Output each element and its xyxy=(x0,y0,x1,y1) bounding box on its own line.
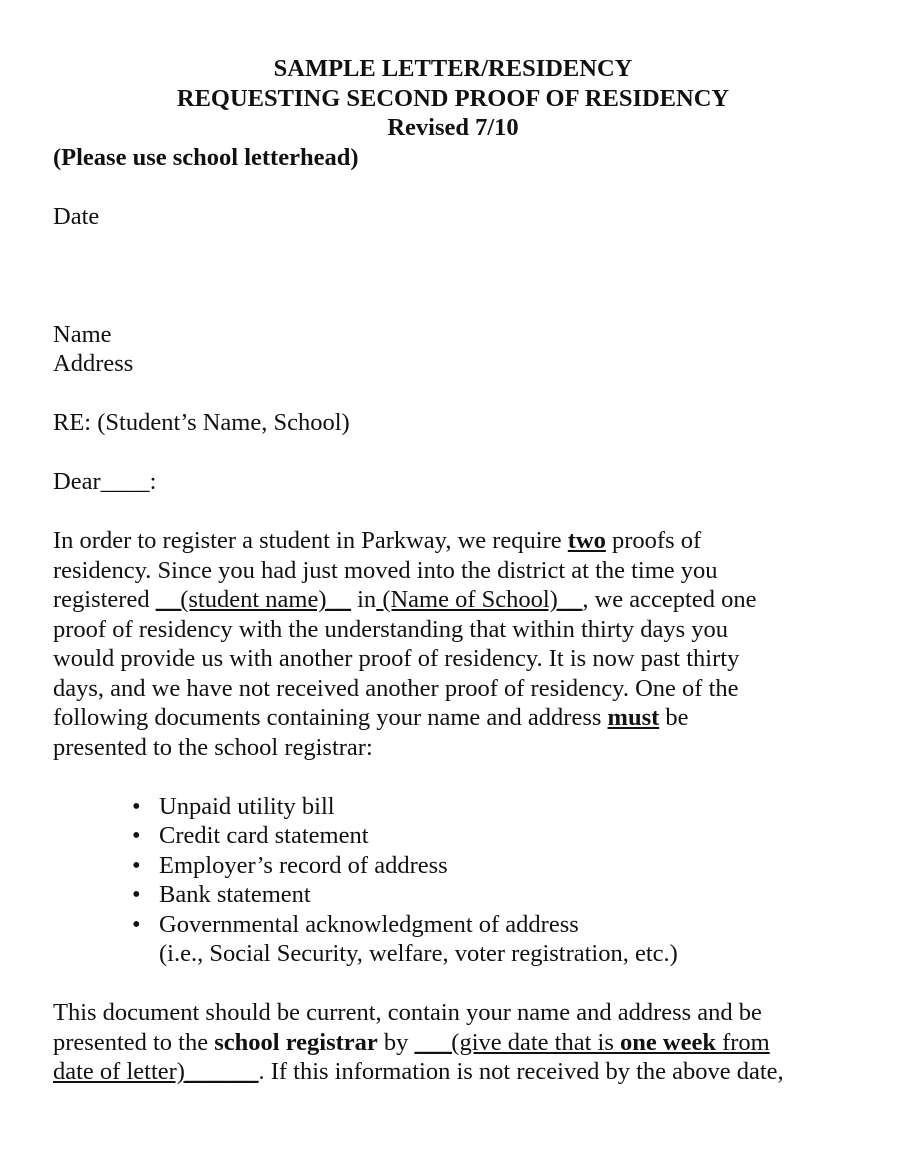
salutation xyxy=(53,467,853,497)
emphasis-one-week: one week xyxy=(620,1028,716,1056)
title-line-1: SAMPLE LETTER/RESIDENCY xyxy=(273,55,633,82)
salutation-colon: : xyxy=(149,468,157,495)
documents-list xyxy=(53,792,853,969)
p1-text: registered xyxy=(53,586,156,613)
p1-line-5: would provide us with another proof of residency. It is now past thirty xyxy=(53,645,740,672)
list-item: • Unpaid utility bill xyxy=(129,792,853,822)
recipient-name: Name xyxy=(53,320,112,348)
p2-text: by xyxy=(377,1028,415,1056)
p2-text: . If this information is not received by the above date, xyxy=(258,1058,784,1085)
emphasis-two: two xyxy=(567,527,606,554)
paragraph-1 xyxy=(53,526,853,762)
p1-line-8: presented to the school registrar: xyxy=(53,733,373,761)
title-line-2: REQUESTING SECOND PROOF OF RESIDENCY xyxy=(176,84,730,112)
list-item-text: Governmental acknowledgment of address xyxy=(159,910,579,938)
letterhead-note: (Please use school letterhead) xyxy=(53,143,359,171)
due-date-blank xyxy=(415,1029,770,1056)
school-registrar: school registrar xyxy=(214,1028,378,1056)
p1-text: be xyxy=(659,704,689,731)
salutation-blank: ____ xyxy=(100,468,150,495)
p2-text: presented to the xyxy=(53,1028,215,1056)
p1-line-2: residency. Since you had just moved into the district at the time you xyxy=(53,556,718,584)
p1-text: proofs of xyxy=(605,527,702,554)
p2-line-1: This document should be current, contain your name and address and be xyxy=(53,999,762,1026)
p1-text: following documents containing your name and address xyxy=(53,704,608,731)
p1-line-4: proof of residency with the understanding that within thirty days you xyxy=(53,615,728,643)
emphasis-must: must xyxy=(607,704,660,731)
list-item: • Credit card statement xyxy=(129,821,853,851)
p1-text: , we accepted one xyxy=(582,586,757,613)
re-line: RE: (Student’s Name, School) xyxy=(53,409,350,436)
date-label: Date xyxy=(53,202,100,230)
revision-date: Revised 7/10 xyxy=(387,114,519,141)
list-item: • Employer’s record of address xyxy=(129,851,853,881)
list-item: • Bank statement xyxy=(129,880,853,910)
student-name-blank: __(student name)__ xyxy=(155,586,351,613)
due-date-text: date of letter) xyxy=(53,1058,185,1085)
due-date-underscore: ______ xyxy=(184,1058,259,1085)
letter-page xyxy=(53,54,853,1087)
documents-note: (i.e., Social Security, welfare, voter registration, etc.) xyxy=(159,940,678,967)
due-date-text: ___(give date that is xyxy=(414,1028,621,1056)
p1-text: In order to register a student in Parkway, we require xyxy=(53,527,568,554)
salutation-prefix: Dear xyxy=(53,468,101,495)
due-date-text: from xyxy=(715,1028,770,1056)
recipient-address: Address xyxy=(53,350,134,377)
p1-text: in xyxy=(351,586,377,613)
school-name-blank: (Name of School)__ xyxy=(376,586,583,613)
paragraph-2 xyxy=(53,998,853,1087)
due-date-blank-cont xyxy=(53,1058,258,1085)
p1-line-6: days, and we have not received another proof of residency. One of the xyxy=(53,674,739,702)
list-item xyxy=(129,910,853,969)
